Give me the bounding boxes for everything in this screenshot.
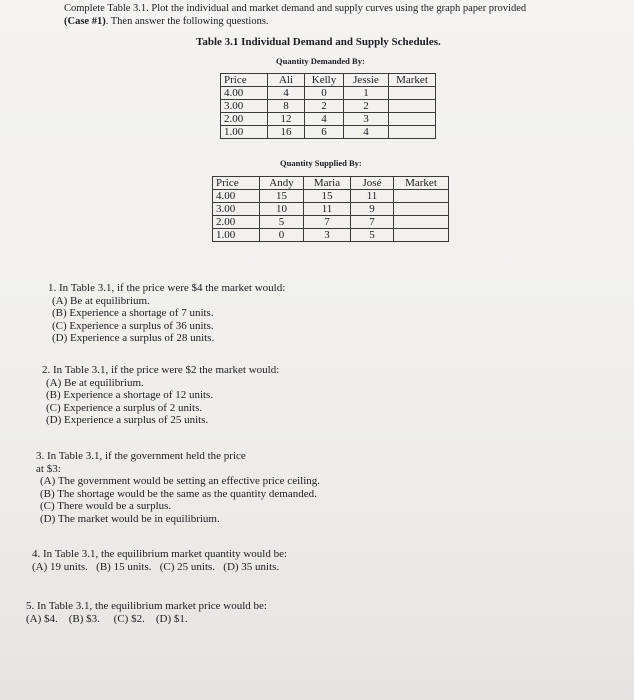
question-1	[48, 282, 285, 345]
header-cell: Ali	[268, 74, 305, 87]
supply-caption: Quantity Supplied By:	[280, 158, 362, 168]
market-input-cell[interactable]	[394, 229, 449, 242]
quantity-cell: 4	[268, 87, 305, 100]
price-cell: 1.00	[221, 126, 268, 139]
question-text: 4. In Table 3.1, the equilibrium market quantity would be:	[32, 548, 288, 560]
price-cell: 4.00	[213, 190, 260, 203]
header-cell: Maria	[304, 177, 351, 190]
header-cell: Market	[394, 177, 449, 190]
quantity-cell: 0	[305, 87, 344, 100]
answer-options-row[interactable]: (A) $4. (B) $3. (C) $2. (D) $1.	[26, 612, 188, 625]
table-row	[213, 216, 449, 229]
quantity-cell: 15	[260, 190, 304, 203]
header-cell: José	[351, 177, 394, 190]
quantity-cell: 16	[268, 126, 305, 139]
quantity-cell: 1	[344, 87, 389, 100]
market-input-cell[interactable]	[394, 216, 449, 229]
answer-option[interactable]: (D) Experience a surplus of 25 units.	[46, 414, 209, 426]
header-cell: Andy	[260, 177, 304, 190]
quantity-cell: 5	[260, 216, 304, 229]
question-text-continued: at $3:	[36, 462, 61, 475]
price-cell: 2.00	[221, 113, 268, 126]
table-row	[213, 203, 449, 216]
quantity-cell: 3	[344, 113, 389, 126]
question-2	[42, 364, 279, 427]
table-row	[221, 87, 436, 100]
instructions-line-1: Complete Table 3.1. Plot the individual and market demand and supply curves using the graph paper provided	[64, 3, 527, 14]
quantity-cell: 5	[351, 229, 394, 242]
question-5	[26, 600, 267, 625]
market-input-cell[interactable]	[389, 100, 436, 113]
instructions	[64, 2, 624, 28]
answer-option[interactable]: (C) There would be a surplus.	[40, 500, 172, 512]
answer-option[interactable]: (B) Experience a shortage of 12 units.	[46, 389, 214, 401]
answer-option[interactable]: (C) Experience a surplus of 2 units.	[46, 401, 203, 414]
question-text: 3. In Table 3.1, if the government held the price	[36, 450, 246, 462]
market-input-cell[interactable]	[394, 203, 449, 216]
question-text: 2. In Table 3.1, if the price were $2 the market would:	[42, 364, 280, 376]
quantity-cell: 2	[305, 100, 344, 113]
quantity-cell: 7	[351, 216, 394, 229]
table-row	[221, 113, 436, 126]
header-cell: Price	[221, 74, 268, 87]
quantity-cell: 9	[351, 203, 394, 216]
price-cell: 3.00	[221, 100, 268, 113]
quantity-cell: 4	[344, 126, 389, 139]
header-cell: Market	[389, 74, 436, 87]
market-input-cell[interactable]	[389, 87, 436, 100]
demand-table	[220, 73, 436, 139]
header-cell: Kelly	[305, 74, 344, 87]
answer-option[interactable]: (B) The shortage would be the same as the quantity demanded.	[40, 487, 317, 500]
answer-option[interactable]: (B) Experience a shortage of 7 units.	[52, 307, 214, 319]
demand-caption: Quantity Demanded By:	[276, 56, 365, 66]
instructions-line-2-rest: . Then answer the following questions.	[105, 16, 269, 27]
answer-options-row[interactable]: (A) 19 units. (B) 15 units. (C) 25 units. (D) 35 units.	[32, 560, 280, 573]
price-cell: 2.00	[213, 216, 260, 229]
instructions-line-2	[64, 15, 624, 28]
answer-option[interactable]: (D) The market would be in equilibrium.	[40, 512, 220, 525]
answer-option[interactable]: (A) The government would be setting an effective price ceiling.	[40, 475, 320, 487]
case-label: (Case #1)	[64, 16, 106, 27]
answer-option[interactable]: (A) Be at equilibrium.	[46, 376, 144, 389]
quantity-cell: 11	[351, 190, 394, 203]
quantity-cell: 6	[305, 126, 344, 139]
market-input-cell[interactable]	[394, 190, 449, 203]
table-row	[221, 100, 436, 113]
answer-option[interactable]: (C) Experience a surplus of 36 units.	[52, 319, 214, 332]
quantity-cell: 10	[260, 203, 304, 216]
quantity-cell: 2	[344, 100, 389, 113]
quantity-cell: 7	[304, 216, 351, 229]
supply-table	[212, 176, 449, 242]
question-3	[36, 450, 320, 525]
header-cell: Price	[213, 177, 260, 190]
market-input-cell[interactable]	[389, 126, 436, 139]
quantity-cell: 0	[260, 229, 304, 242]
question-4	[32, 548, 287, 573]
quantity-cell: 15	[304, 190, 351, 203]
question-text: 5. In Table 3.1, the equilibrium market price would be:	[26, 600, 267, 612]
header-cell: Jessie	[344, 74, 389, 87]
table-row	[213, 190, 449, 203]
quantity-cell: 3	[304, 229, 351, 242]
quantity-cell: 8	[268, 100, 305, 113]
answer-option[interactable]: (D) Experience a surplus of 28 units.	[52, 332, 215, 344]
table-row	[213, 229, 449, 242]
supply-header-row	[213, 177, 449, 190]
quantity-cell: 12	[268, 113, 305, 126]
quantity-cell: 11	[304, 203, 351, 216]
table-title: Table 3.1 Individual Demand and Supply Schedules.	[196, 36, 441, 48]
quantity-cell: 4	[305, 113, 344, 126]
price-cell: 1.00	[213, 229, 260, 242]
question-text: 1. In Table 3.1, if the price were $4 the market would:	[48, 282, 286, 294]
price-cell: 3.00	[213, 203, 260, 216]
table-row	[221, 126, 436, 139]
answer-option[interactable]: (A) Be at equilibrium.	[52, 294, 150, 307]
market-input-cell[interactable]	[389, 113, 436, 126]
demand-header-row	[221, 74, 436, 87]
price-cell: 4.00	[221, 87, 268, 100]
